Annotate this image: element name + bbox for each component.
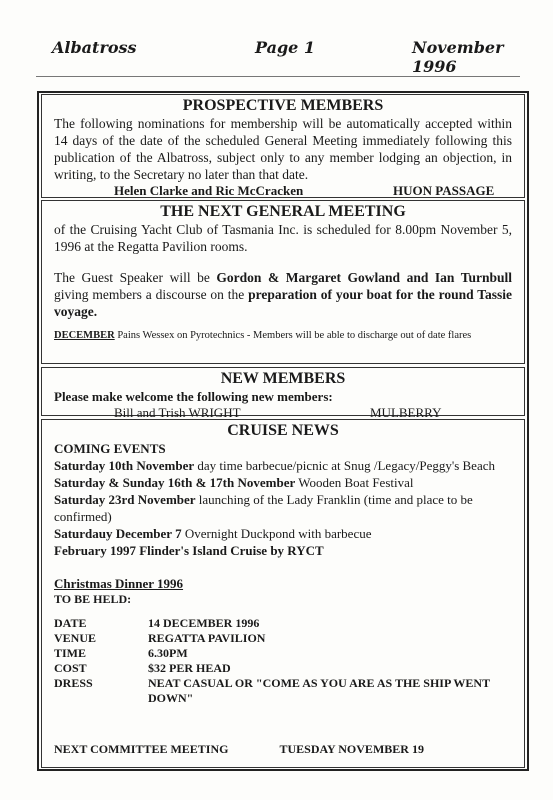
detail-key: DATE xyxy=(54,616,87,630)
nominee-names: Helen Clarke and Ric McCracken xyxy=(114,183,304,198)
to-be-held-label: TO BE HELD: xyxy=(54,592,132,606)
event-date: February 1997 Flinder's Island Cruise by RYCT xyxy=(54,543,324,558)
speaker-mid: giving members a discourse on the xyxy=(54,287,249,302)
event-item xyxy=(54,525,512,542)
detail-value: 14 DECEMBER 1996 xyxy=(148,616,260,630)
detail-key: VENUE xyxy=(54,631,97,645)
meeting-details: of the Cruising Yacht Club of Tasmania Inc. is scheduled for 8.00pm November 5, 1996 at the Regatta Pavilion rooms. xyxy=(54,222,512,254)
header-rule xyxy=(36,76,520,77)
detail-row xyxy=(54,661,512,676)
new-member-names: Bill and Trish WRIGHT xyxy=(114,405,241,420)
detail-row xyxy=(54,676,512,706)
event-item xyxy=(54,457,512,474)
event-date: Saturday 23rd November xyxy=(54,492,196,507)
dinner-title: Christmas Dinner 1996 xyxy=(54,576,184,591)
nominee-row xyxy=(54,183,512,200)
section-title: PROSPECTIVE MEMBERS xyxy=(182,97,384,114)
committee-date: TUESDAY NOVEMBER 19 xyxy=(279,742,424,756)
event-date: Saturday 10th November xyxy=(54,458,195,473)
speaker-topic: preparation of your boat for the round Tassie voyage. xyxy=(54,287,512,319)
newsletter-name: Albatross xyxy=(52,38,137,57)
general-meeting-section xyxy=(41,200,525,364)
dinner-details xyxy=(54,616,512,706)
detail-row xyxy=(54,631,512,646)
december-text: Pains Wessex on Pyrotechnics - Members will be able to discharge out of date flares xyxy=(114,330,472,341)
event-item xyxy=(54,542,512,559)
cruise-news-section xyxy=(41,419,525,768)
detail-key: COST xyxy=(54,661,87,675)
prospective-body: The following nominations for membership will be automatically accepted within 14 days of the date of the scheduled General Meeting immediately following this publication of the Albatross, subject only to any member lodging an objection, in writing, to the Secretary no later than that date. xyxy=(54,116,512,182)
event-desc: Wooden Boat Festival xyxy=(295,475,414,490)
new-member-boat: MULBERRY xyxy=(370,405,442,420)
event-desc: day time barbecue/picnic at Snug /Legacy/Peggy's Beach xyxy=(194,458,495,473)
committee-label: NEXT COMMITTEE MEETING xyxy=(54,742,229,756)
detail-row xyxy=(54,646,512,661)
section-title: CRUISE NEWS xyxy=(227,422,339,439)
detail-key: DRESS xyxy=(54,676,93,690)
event-item xyxy=(54,474,512,491)
event-item xyxy=(54,491,512,525)
speaker-names: Gordon & Margaret Gowland and Ian Turnbull xyxy=(216,270,512,285)
prospective-members-section xyxy=(41,94,525,198)
new-members-intro: Please make welcome the following new members: xyxy=(54,389,333,404)
events-list xyxy=(54,457,512,559)
detail-value: $32 PER HEAD xyxy=(148,661,231,675)
guest-speaker-paragraph xyxy=(54,269,512,320)
detail-key: TIME xyxy=(54,646,87,660)
coming-events-heading: COMING EVENTS xyxy=(54,441,166,456)
event-date: Saturday & Sunday 16th & 17th November xyxy=(54,475,296,490)
new-members-section xyxy=(41,367,525,420)
page-number: Page 1 xyxy=(255,38,316,57)
section-title: THE NEXT GENERAL MEETING xyxy=(160,203,406,220)
december-note xyxy=(54,330,512,342)
event-desc: launching of the Lady Franklin (time and place to be confirmed) xyxy=(54,492,473,524)
section-title: NEW MEMBERS xyxy=(220,370,346,387)
committee-meeting xyxy=(54,742,424,757)
issue-date: November 1996 xyxy=(412,38,504,76)
nominee-boat: HUON PASSAGE xyxy=(393,183,495,198)
detail-value: NEAT CASUAL OR "COME AS YOU ARE AS THE SHIP WENT DOWN" xyxy=(148,676,490,705)
event-date: Saturdauy December 7 xyxy=(54,526,182,541)
december-label: DECEMBER xyxy=(54,330,115,341)
event-desc: Overnight Duckpond with barbecue xyxy=(181,526,372,541)
detail-row xyxy=(54,616,512,631)
detail-value: REGATTA PAVILION xyxy=(148,631,266,645)
speaker-intro: The Guest Speaker will be xyxy=(54,270,217,285)
detail-value: 6.30PM xyxy=(148,646,188,660)
